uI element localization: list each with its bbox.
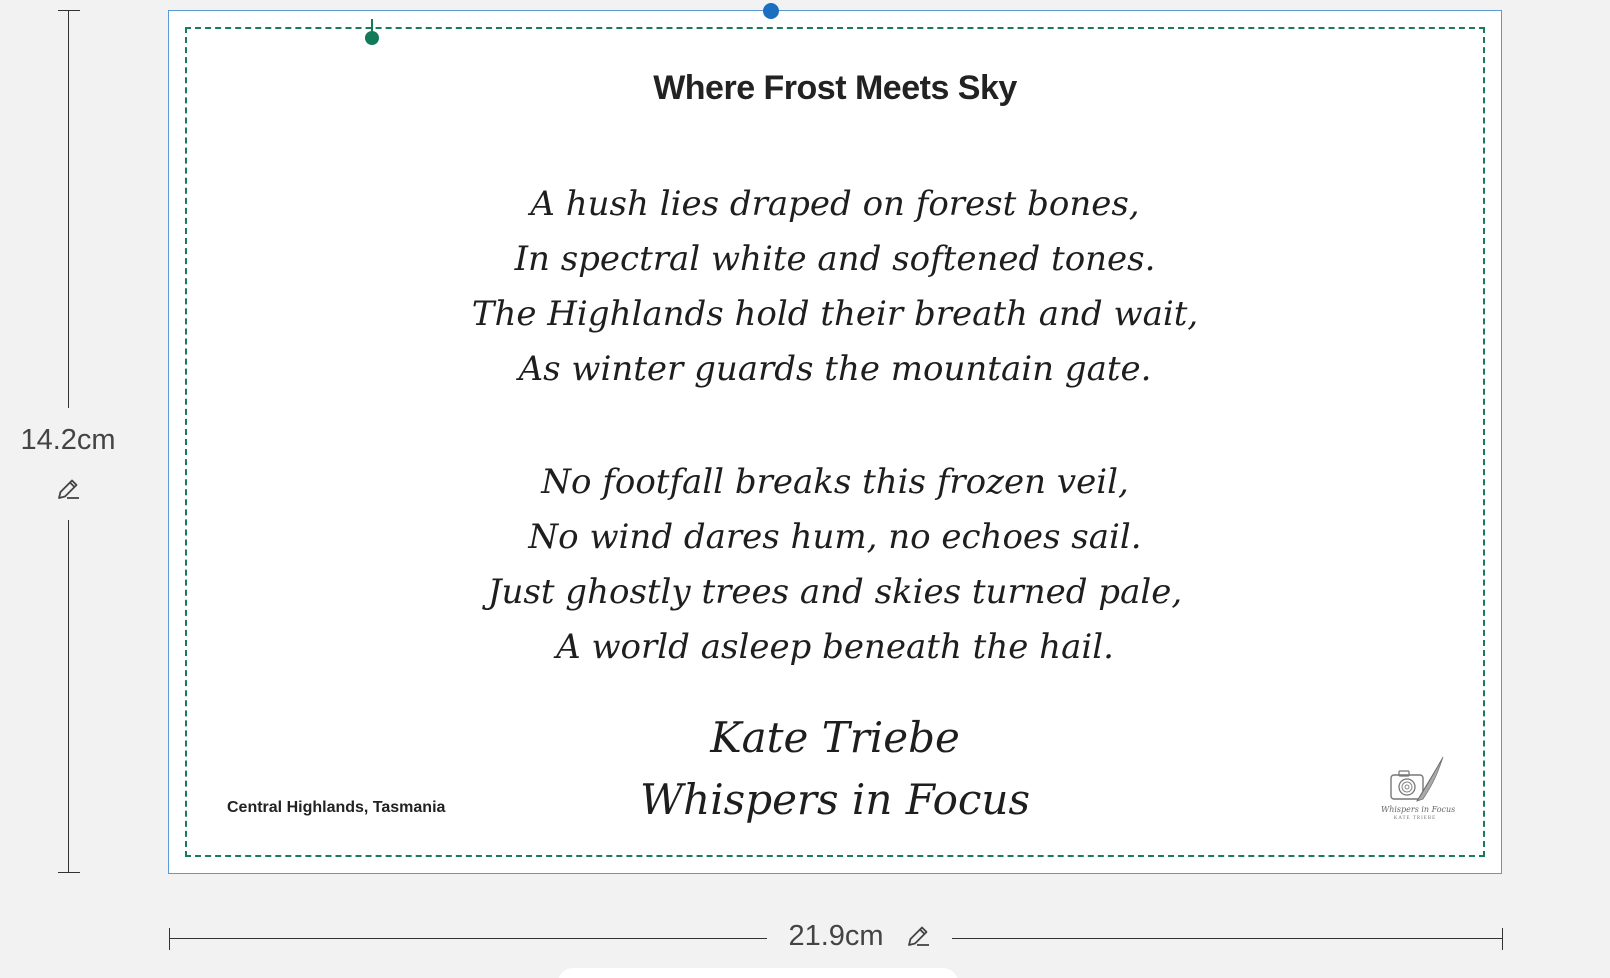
height-ruler-top-cap bbox=[58, 10, 80, 11]
poem-line: In spectral white and softened tones. bbox=[514, 239, 1156, 279]
width-label: 21.9cm bbox=[788, 920, 884, 952]
width-ruler-line-right bbox=[952, 938, 1502, 939]
edit-height-pencil-icon[interactable] bbox=[54, 475, 82, 503]
width-ruler-line-left bbox=[169, 938, 767, 939]
brand-name[interactable]: Whispers in Focus bbox=[639, 775, 1031, 824]
edit-width-pencil-icon[interactable] bbox=[904, 922, 932, 950]
poem-line: A hush lies draped on forest bones, bbox=[530, 184, 1140, 224]
poem-line: No wind dares hum, no echoes sail. bbox=[528, 517, 1142, 557]
poem-line: Just ghostly trees and skies turned pale, bbox=[487, 572, 1183, 612]
height-label: 14.2cm bbox=[20, 424, 116, 456]
height-ruler-bottom-cap bbox=[58, 872, 80, 873]
width-ruler-right-cap bbox=[1502, 928, 1503, 950]
stanza-1[interactable] bbox=[169, 177, 1501, 397]
resize-handle-top[interactable] bbox=[763, 3, 779, 19]
author-name[interactable]: Kate Triebe bbox=[710, 713, 960, 762]
brand-logo[interactable] bbox=[1381, 755, 1456, 827]
rotate-handle[interactable] bbox=[365, 31, 379, 45]
poem-title[interactable]: Where Frost Meets Sky bbox=[653, 69, 1017, 107]
width-ruler-left-cap bbox=[169, 928, 170, 950]
logo-wordmark: Whispers in Focus bbox=[1381, 805, 1456, 814]
poem-line: A world asleep beneath the hail. bbox=[556, 627, 1114, 667]
location-caption[interactable]: Central Highlands, Tasmania bbox=[227, 799, 446, 816]
height-ruler-line-top bbox=[68, 10, 69, 408]
poem-line: No footfall breaks this frozen veil, bbox=[541, 462, 1129, 502]
height-ruler-line-bottom bbox=[68, 520, 69, 872]
stanza-2[interactable] bbox=[169, 455, 1501, 675]
poem-line: The Highlands hold their breath and wait, bbox=[471, 294, 1199, 334]
poem-line: As winter guards the mountain gate. bbox=[518, 349, 1152, 389]
logo-subtext: KATE TRIEBE bbox=[1393, 816, 1437, 821]
rotate-handle-stem bbox=[371, 19, 373, 31]
bottom-toolbar-edge[interactable] bbox=[558, 968, 958, 978]
camera-feather-icon bbox=[1381, 755, 1449, 807]
poem-card[interactable] bbox=[168, 10, 1502, 874]
